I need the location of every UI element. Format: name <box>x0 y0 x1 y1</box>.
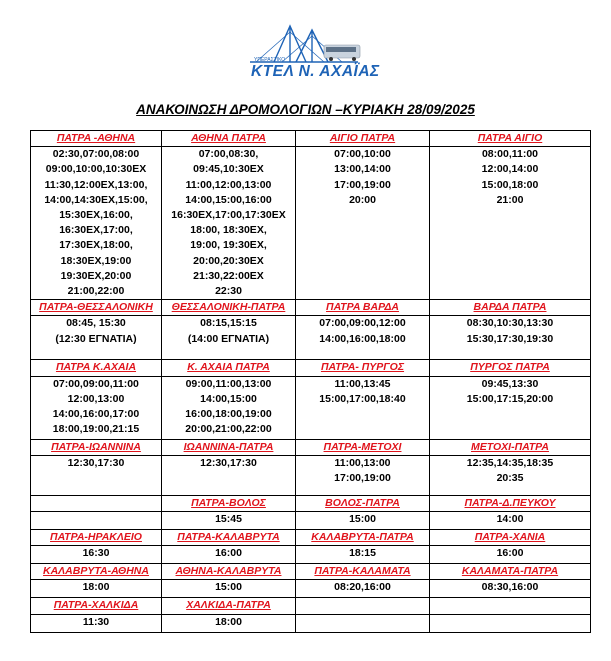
departure-time: 20:00 <box>349 193 376 206</box>
departure-time: 13:00,14:00 <box>334 163 391 176</box>
departure-time: 16:00 <box>496 547 524 560</box>
departure-time: 12:00,13:00 <box>67 392 125 405</box>
logo-subtitle: ΥΠΕΡΑΣΤΙΚΟ <box>254 57 286 63</box>
departure-time: 11:00,13:00 <box>334 456 391 469</box>
route-name: ΙΩΑΝΝΙΝΑ-ΠΑΤΡΑ <box>162 439 296 455</box>
departure-time: 20:00,21:00,22:00 <box>185 423 272 436</box>
route-name <box>296 598 430 614</box>
departure-times-cell <box>430 147 591 300</box>
route-name: ΑΘΗΝΑ ΠΑΤΡΑ <box>162 131 296 147</box>
departure-time: 15:00,18:00 <box>481 178 539 191</box>
route-name: ΒΑΡΔΑ ΠΑΤΡΑ <box>430 300 591 316</box>
departure-time: 14:00 <box>496 513 524 526</box>
schedule-table <box>30 130 591 633</box>
route-name: ΠΑΤΡΑ ΑΙΓΙΟ <box>430 131 591 147</box>
departure-time: 18:00,19:00,21:15 <box>52 423 140 436</box>
departure-times-row <box>31 512 591 530</box>
departure-time: 18:00, 18:30ΕΧ, <box>190 224 267 237</box>
departure-time: 11:30 <box>82 615 110 628</box>
departure-time: 07:00,09:00,11:00 <box>53 377 139 390</box>
departure-time: 19:30ΕΧ,20:00 <box>60 269 132 282</box>
route-name: ΠΑΤΡΑ-Δ.ΠΕΥΚΟΥ <box>430 495 591 511</box>
departure-times-cell <box>296 512 430 530</box>
departure-time: 16:00,18:00,19:00 <box>185 408 272 421</box>
departure-times-cell <box>162 455 296 495</box>
route-name: ΠΑΤΡΑ- ΠΥΡΓΟΣ <box>296 360 430 376</box>
departure-time: 15:30ΕΧ,16:00, <box>59 209 133 222</box>
departure-times-cell <box>430 376 591 439</box>
departure-time: 21:00 <box>496 193 524 206</box>
departure-time: 14:00,14:30ΕΧ,15:00, <box>44 193 148 206</box>
departure-time: 18:00 <box>82 581 110 594</box>
departure-time: 12:30,17:30 <box>67 456 125 469</box>
departure-time: 11:00,12:00,13:00 <box>185 178 272 191</box>
departure-times-row <box>31 546 591 564</box>
departure-time: 15:00 <box>215 581 242 594</box>
departure-time: 21:30,22:00ΕΧ <box>193 269 264 282</box>
departure-times-cell <box>296 614 430 632</box>
departure-time: 21:00,22:00 <box>67 285 125 298</box>
departure-times-cell <box>31 316 162 360</box>
route-name: ΠΑΤΡΑ-ΙΩΑΝΝΙΝΑ <box>31 439 162 455</box>
departure-times-cell <box>296 546 430 564</box>
departure-times-cell <box>31 614 162 632</box>
departure-time: 07:00,08:30, <box>198 148 259 161</box>
departure-time: 12:00,14:00 <box>481 163 539 176</box>
departure-time: 16:00 <box>215 547 242 560</box>
route-name: ΧΑΛΚΙΔΑ-ΠΑΤΡΑ <box>162 598 296 614</box>
departure-times-cell <box>430 614 591 632</box>
route-name: ΠΑΤΡΑ ΒΑΡΔΑ <box>296 300 430 316</box>
departure-times-cell <box>162 147 296 300</box>
route-name: ΠΑΤΡΑ-ΚΑΛΑΜΑΤΑ <box>296 564 430 580</box>
departure-times-cell <box>162 512 296 530</box>
departure-times-cell <box>430 580 591 598</box>
departure-time: 15:00,17:00,18:40 <box>319 392 406 405</box>
route-name: ΠΑΤΡΑ-ΒΟΛΟΣ <box>162 495 296 511</box>
route-header-row <box>31 439 591 455</box>
departure-time: 20:00,20:30ΕΧ <box>193 254 264 267</box>
departure-time: 15:45 <box>215 513 242 526</box>
departure-time: 19:00, 19:30ΕΧ, <box>190 239 267 252</box>
schedule-body <box>31 131 591 633</box>
route-name: ΠΑΤΡΑ-ΧΑΛΚΙΔΑ <box>31 598 162 614</box>
route-header-row <box>31 131 591 147</box>
route-header-row <box>31 360 591 376</box>
departure-times-cell <box>31 546 162 564</box>
route-header-row <box>31 300 591 316</box>
departure-times-row <box>31 316 591 360</box>
departure-time: 09:00,10:00,10:30ΕΧ <box>45 163 147 176</box>
departure-time: 15:00 <box>349 513 376 526</box>
departure-time: 02:30,07:00,08:00 <box>52 148 140 161</box>
departure-time: 22:30 <box>215 285 242 298</box>
route-header-row <box>31 495 591 511</box>
departure-time: 20:35 <box>496 472 524 485</box>
departure-time: 07:00,10:00 <box>334 148 391 161</box>
departure-time: 08:20,16:00 <box>334 581 391 594</box>
departure-times-cell <box>31 580 162 598</box>
route-name: ΠΑΤΡΑ-ΚΑΛΑΒΡΥΤΑ <box>162 530 296 546</box>
departure-times-cell <box>430 512 591 530</box>
departure-time: (12:30 ΕΓΝΑΤΙΑ) <box>55 332 137 345</box>
route-header-row <box>31 598 591 614</box>
departure-times-cell <box>430 546 591 564</box>
departure-time: (14:00 ΕΓΝΑΤΙΑ) <box>187 332 270 345</box>
route-name: ΠΑΤΡΑ-ΜΕΤΟΧΙ <box>296 439 430 455</box>
route-name <box>31 495 162 511</box>
route-name: ΠΑΤΡΑ-ΘΕΣΣΑΛΟΝΙΚΗ <box>31 300 162 316</box>
route-name: ΑΘΗΝΑ-ΚΑΛΑΒΡΥΤΑ <box>162 564 296 580</box>
departure-time: 12:30,17:30 <box>200 456 257 469</box>
route-name: ΠΥΡΓΟΣ ΠΑΤΡΑ <box>430 360 591 376</box>
departure-time: 16:30ΕΧ,17:00,17:30ΕΧ <box>171 209 286 222</box>
departure-time: 09:45,10:30ΕΧ <box>193 163 264 176</box>
departure-times-cell <box>31 376 162 439</box>
departure-time: 16:30ΕΧ,17:00, <box>59 224 133 237</box>
route-header-row <box>31 564 591 580</box>
departure-time: 09:45,13:30 <box>481 377 539 390</box>
departure-times-cell <box>162 614 296 632</box>
departure-times-cell <box>162 316 296 360</box>
departure-time: 11:00,13:45 <box>334 377 391 390</box>
departure-time: 09:00,11:00,13:00 <box>185 377 272 390</box>
route-name: ΠΑΤΡΑ -ΑΘΗΝΑ <box>31 131 162 147</box>
departure-times-cell <box>162 376 296 439</box>
departure-times-row <box>31 147 591 300</box>
departure-time: 15:00,17:15,20:00 <box>466 392 554 405</box>
departure-times-cell <box>296 580 430 598</box>
route-name: Κ. ΑΧΑΙΑ ΠΑΤΡΑ <box>162 360 296 376</box>
departure-times-row <box>31 580 591 598</box>
departure-time: 08:30,10:30,13:30 <box>466 317 554 330</box>
departure-times-cell <box>296 376 430 439</box>
departure-time: 07:00,09:00,12:00 <box>319 317 406 330</box>
route-name: ΚΑΛΑΒΡΥΤΑ-ΠΑΤΡΑ <box>296 530 430 546</box>
departure-times-cell <box>31 512 162 530</box>
departure-time: 08:30,16:00 <box>481 581 539 594</box>
departure-times-cell <box>31 147 162 300</box>
route-name: ΜΕΤΟΧΙ-ΠΑΤΡΑ <box>430 439 591 455</box>
departure-time: 12:35,14:35,18:35 <box>466 456 554 469</box>
departure-time: 11:30,12:00ΕΧ,13:00, <box>44 178 148 191</box>
route-name <box>430 598 591 614</box>
route-name: ΚΑΛΑΜΑΤΑ-ΠΑΤΡΑ <box>430 564 591 580</box>
page-title: ΑΝΑΚΟΙΝΩΣΗ ΔΡΟΜΟΛΟΓΙΩΝ –ΚΥΡΙΑΚΗ 28/09/2025 <box>136 102 475 117</box>
departure-time: 14:00,16:00,18:00 <box>319 332 406 345</box>
departure-time: 08:45, 15:30 <box>66 317 126 330</box>
departure-time: 18:00 <box>215 615 242 628</box>
departure-times-cell <box>31 455 162 495</box>
departure-time: 14:00,15:00,16:00 <box>185 193 272 206</box>
departure-time: 18:30ΕΧ,19:00 <box>60 254 132 267</box>
departure-time: 17:30ΕΧ,18:00, <box>59 239 133 252</box>
route-name: ΑΙΓΙΟ ΠΑΤΡΑ <box>296 131 430 147</box>
departure-time: 14:00,15:00 <box>200 392 257 405</box>
departure-times-cell <box>162 546 296 564</box>
departure-time: 15:30,17:30,19:30 <box>466 332 554 345</box>
departure-times-cell <box>296 147 430 300</box>
route-name: ΠΑΤΡΑ-ΗΡΑΚΛΕΙΟ <box>31 530 162 546</box>
departure-times-cell <box>430 316 591 360</box>
route-name: ΘΕΣΣΑΛΟΝΙΚΗ-ΠΑΤΡΑ <box>162 300 296 316</box>
departure-times-cell <box>296 316 430 360</box>
departure-times-cell <box>296 455 430 495</box>
departure-time: 14:00,16:00,17:00 <box>52 408 140 421</box>
route-header-row <box>31 530 591 546</box>
route-name: ΚΑΛΑΒΡΥΤΑ-ΑΘΗΝΑ <box>31 564 162 580</box>
departure-times-row <box>31 614 591 632</box>
departure-times-row <box>31 455 591 495</box>
departure-time: 08:00,11:00 <box>481 148 539 161</box>
route-name: ΠΑΤΡΑ Κ.ΑΧΑΙΑ <box>31 360 162 376</box>
departure-time: 17:00,19:00 <box>334 178 391 191</box>
departure-time: 16:30 <box>82 547 110 560</box>
departure-time: 17:00,19:00 <box>334 472 391 485</box>
route-name: ΠΑΤΡΑ-ΧΑΝΙΑ <box>430 530 591 546</box>
logo-text: ΚΤΕΛ Ν. ΑΧΑΪΑΣ <box>251 63 380 80</box>
departure-times-cell <box>162 580 296 598</box>
route-name: ΒΟΛΟΣ-ΠΑΤΡΑ <box>296 495 430 511</box>
departure-times-row <box>31 376 591 439</box>
departure-time: 18:15 <box>349 547 376 560</box>
departure-time: 08:15,15:15 <box>200 317 257 330</box>
departure-times-cell <box>430 455 591 495</box>
